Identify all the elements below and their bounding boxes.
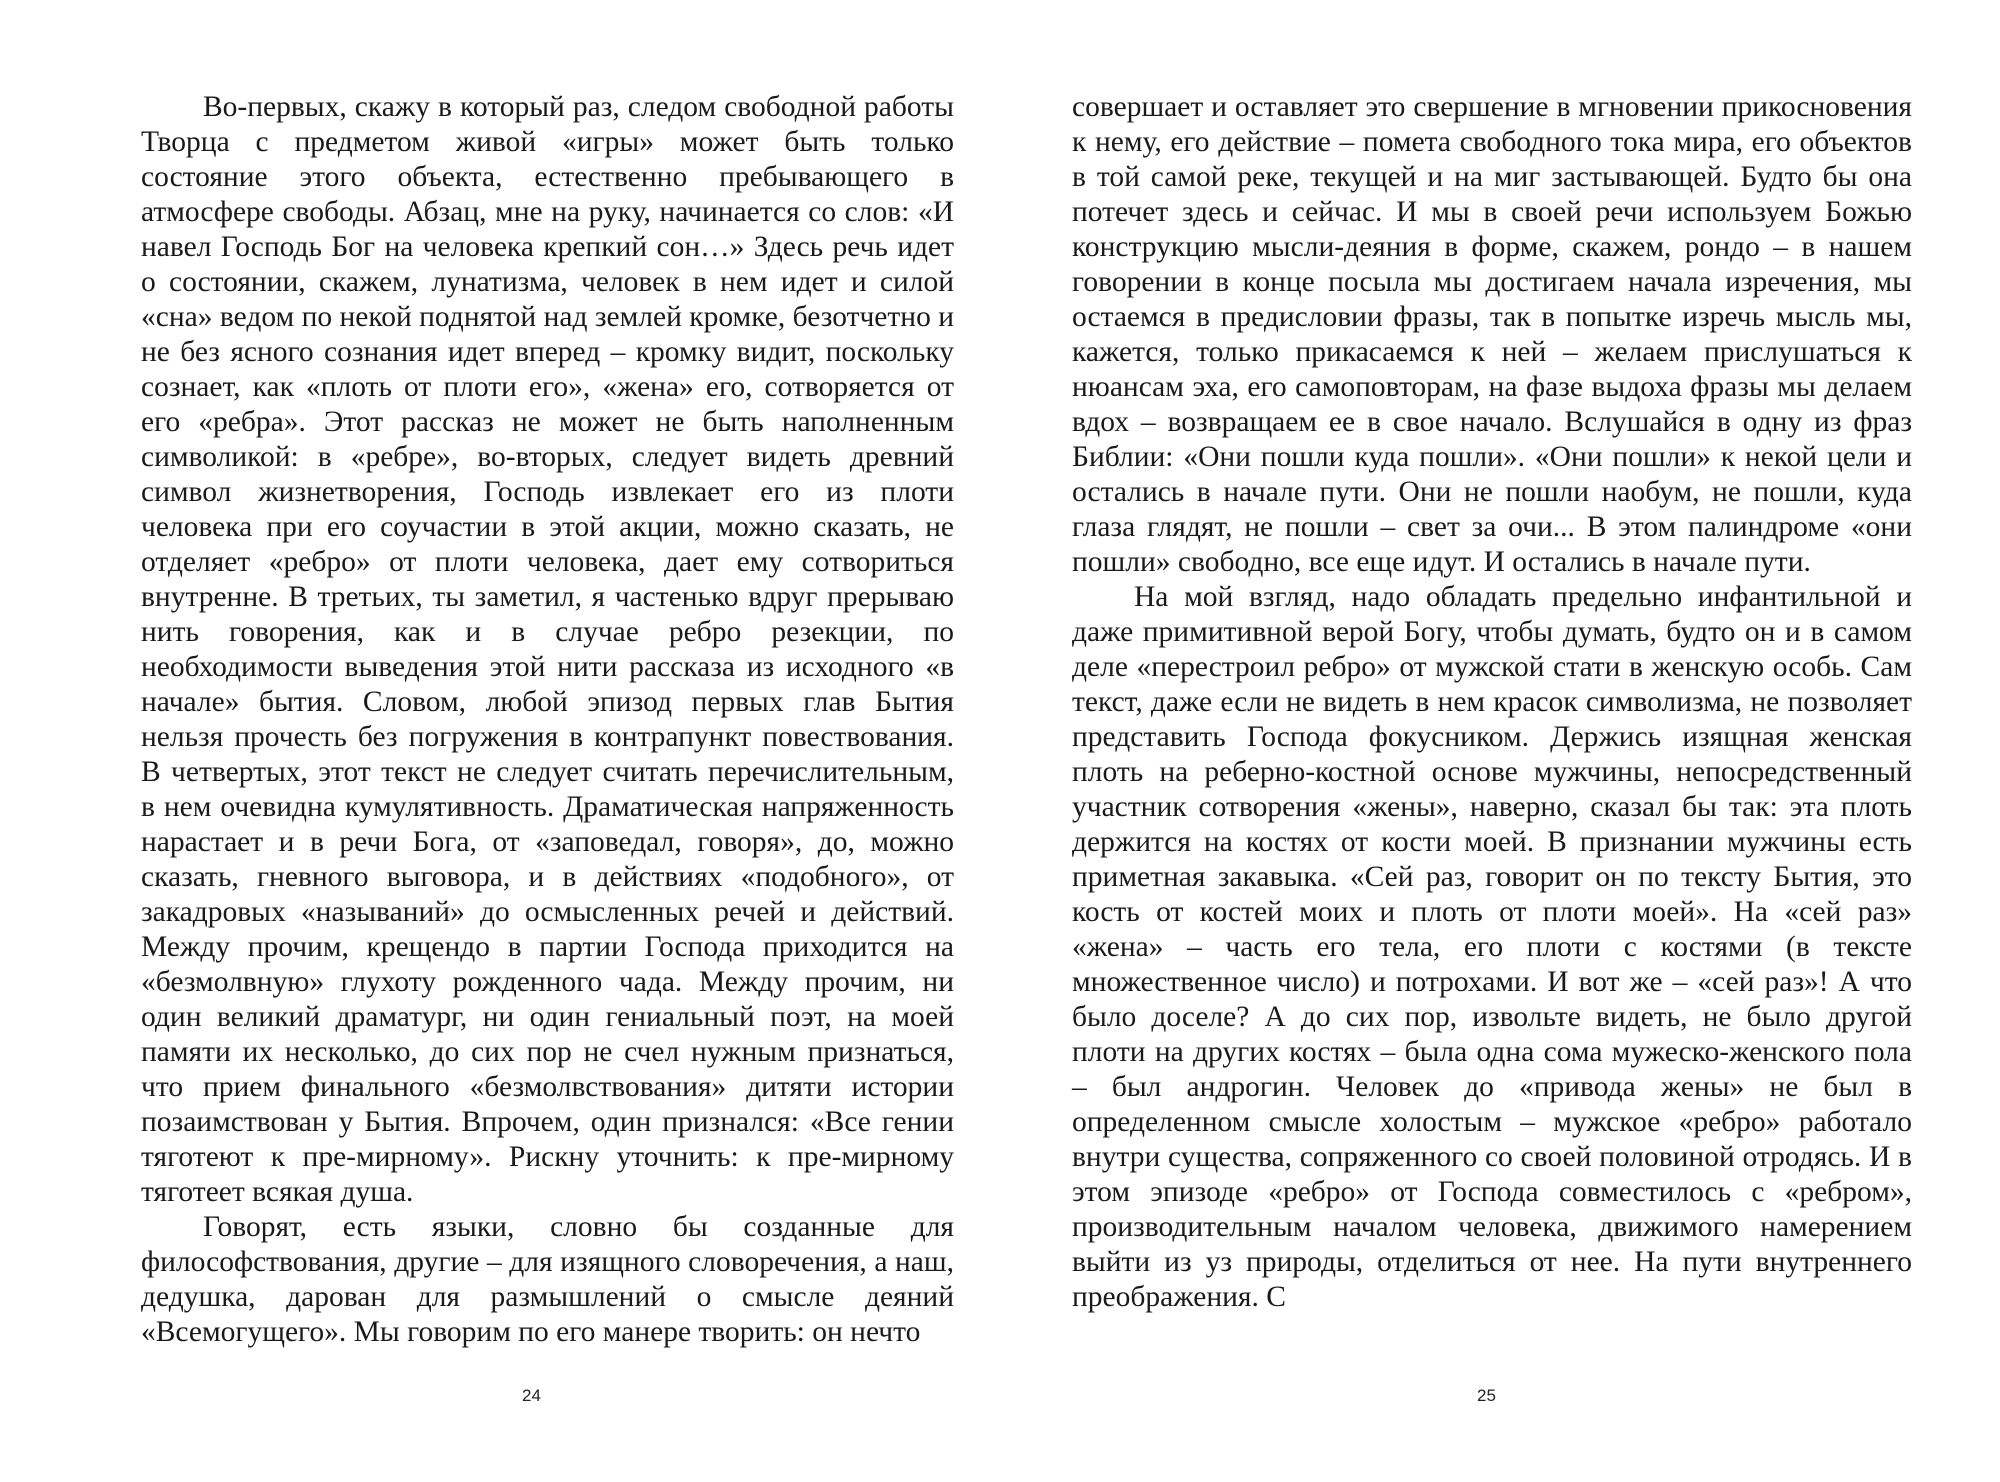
paragraph: Говорят, есть языки, словно бы созданные для философствования, другие – для изящного словоречения, а наш, дедушка, дарован для размышлений о смысле деяний «Всемогущего». Мы говорим по его манере творить: он нечто — [141, 1211, 954, 1348]
right-page — [1000, 0, 2000, 1482]
page-number: 24 — [522, 1386, 541, 1405]
paragraph-continued: совершает и оставляет это свершение в мгновении прикосновения к нему, его действие – помета свободного тока мира, его объектов в той самой реке, текущей и на миг застывающей. Будто бы она потечет здесь и сейчас. И мы в своей речи используем Божью конструкцию мысли-деяния в форме, скажем, рондо – в нашем говорении в конце посыла мы достигаем начала изречения, мы остаемся в предисловии фразы, так в попытке изречь мысль мы, кажется, только прикасаемся к ней – желаем прислушаться к нюансам эха, его самоповторам, на фазе выдоха фразы мы делаем вдох – возвращаем ее в свое начало. Вслушайся в одну из фраз Библии: «Они пошли куда пошли». «Они пошли» к некой цели и остались в начале пути. Они не пошли наобум, не пошли, куда глаза глядят, не пошли – свет за очи... В этом палиндроме «они пошли» свободно, все еще идут. И остались в начале пути. — [1072, 91, 1912, 578]
paragraph: Во-первых, скажу в который раз, следом свободной работы Творца с предметом живой «игры» может быть только состояние этого объекта, естественно пребывающего в атмосфере свободы. Абзац, мне на руку, начинается со слов: «И навел Господь Бог на человека крепкий сон…» Здесь речь идет о состоянии, скажем, лунатизма, человек в нем идет и силой «сна» ведом по некой поднятой над землей кромке, безотчетно и не без ясного сознания идет вперед – кромку видит, поскольку сознает, как «плоть от плоти его», «жена» его, сотворяется от его «ребра». Этот рассказ не может не быть наполненным символикой: в «ребре», во-вторых, следует видеть древний символ жизнетворения, Господь извлекает его из плоти человека при его соучастии в этой акции, можно сказать, не отделяет «ребро» от плоти человека, дает ему сотвориться внутренне. В третьих, ты заметил, я частенько вдруг прерываю нить говорения, как и в случае ребро резекции, по необходимости выведения этой нити рассказа из исходного «в начале» бытия. Словом, любой эпизод первых глав Бытия нельзя прочесть без погружения в контрапункт повествования. В четвертых, этот текст не следует считать перечислительным, в нем очевидна кумулятивность. Драматическая напряженность нарастает и в речи Бога, от «заповедал, говоря», до, можно сказать, гневного выговора, и в действиях «подобного», от закадровых «называний» до осмысленных речей и действий. Между прочим, крещендо в партии Господа приходится на «безмолвную» глухоту рожденного чада. Между прочим, ни один великий драматург, ни один гениальный поэт, на моей памяти их несколько, до сих пор не счел нужным признаться, что прием финального «безмолвствования» дитяти истории позаимствован у Бытия. Впрочем, один признался: «Все гении тяготеют к пре-мирному». Рискну уточнить: к пре-мирному тяготеет всякая душа. — [141, 91, 954, 1208]
page-number: 25 — [1477, 1386, 1496, 1405]
right-page-text — [1072, 90, 1912, 1315]
paragraph: На мой взгляд, надо обладать предельно инфантильной и даже примитивной верой Богу, чтобы думать, будто он и в самом деле «перестроил ребро» от мужской стати в женскую особь. Сам текст, даже если не видеть в нем красок символизма, не позволяет представить Господа фокусником. Держись изящная женская плоть на реберно-костной основе мужчины, непосредственный участник сотворения «жены», наверно, сказал бы так: эта плоть держится на костях от кости моей. В признании мужчины есть приметная закавыка. «Сей раз, говорит он по тексту Бытия, это кость от костей моих и плоть от плоти моей». На «сей раз» «жена» – часть его тела, его плоти с костями (в тексте множественное число) и потрохами. И вот же – «сей раз»! А что было доселе? А до сих пор, извольте видеть, не было другой плоти на других костях – была одна сома мужеско-женского пола – был андрогин. Человек до «привода жены» не был в определенном смысле холостым – мужское «ребро» работало внутри существа, сопряженного со своей половиной отродясь. И в этом эпизоде «ребро» от Господа совместилось с «ребром», производительным началом человека, движимого намерением выйти из уз природы, отделиться от нее. На пути внутреннего преображения. С — [1072, 581, 1912, 1313]
left-page-text — [141, 90, 954, 1350]
